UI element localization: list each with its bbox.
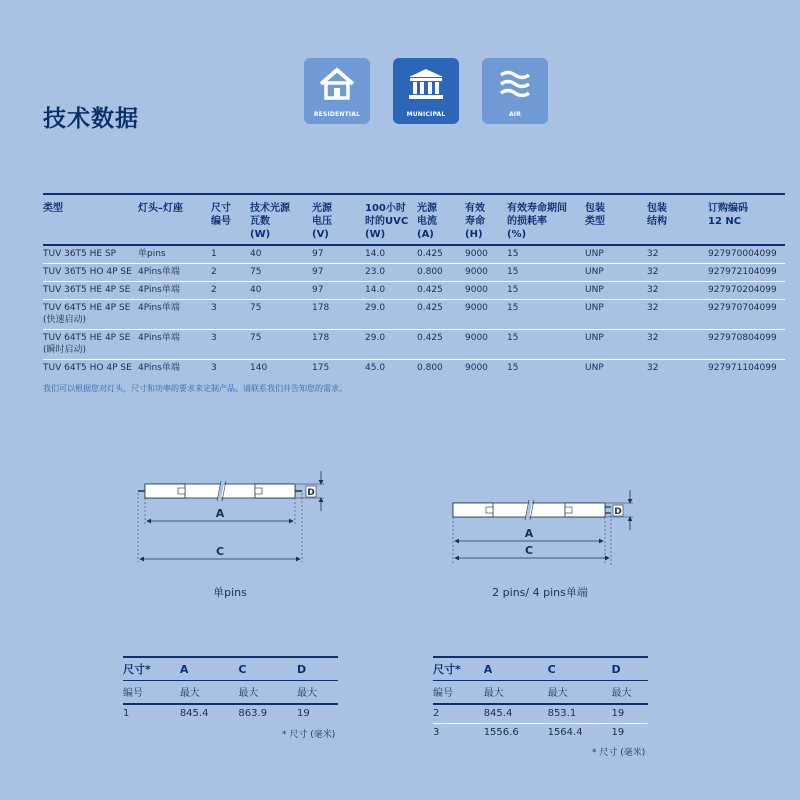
table-cell	[43, 264, 138, 282]
table-cell: 175	[312, 360, 365, 378]
table-cell: 75	[250, 264, 312, 282]
header-line: 12 NC	[708, 216, 742, 227]
header-line: 灯头–灯座	[138, 203, 183, 214]
table-row	[43, 300, 785, 330]
table-cell: 178	[312, 330, 365, 360]
table-cell: 单pins	[138, 245, 211, 264]
dimension-footnote-right: * 尺寸 (毫米)	[592, 748, 646, 758]
table-cell: 927970204099	[708, 282, 785, 300]
table-cell: 15	[507, 245, 585, 264]
table-row	[43, 282, 785, 300]
spec-header-row	[43, 194, 785, 245]
table-cell: 0.425	[417, 300, 465, 330]
table-cell	[43, 360, 138, 378]
cell-line: TUV 64T5 HE 4P SE	[43, 303, 131, 313]
table-cell: 75	[250, 330, 312, 360]
table-cell: UNP	[585, 330, 647, 360]
custom-note: 我们可以根据您对灯头，尺寸和功率的要求来定制产品。请联系我们并告知您的需求。	[43, 384, 347, 393]
dim-subheader: 最大	[611, 681, 648, 705]
table-cell: 14.0	[365, 245, 417, 264]
cell-line: TUV 36T5 HE 4P SE	[43, 285, 131, 295]
dim-d-label: D	[614, 507, 622, 517]
cell-line: (瞬时启动)	[43, 345, 87, 355]
table-cell: 1556.6	[484, 724, 548, 743]
table-cell: 19	[611, 724, 648, 743]
table-cell: 97	[312, 264, 365, 282]
table-cell	[43, 282, 138, 300]
table-cell: UNP	[585, 360, 647, 378]
table-cell: 29.0	[365, 330, 417, 360]
diagram-left-caption: 单pins	[213, 586, 247, 599]
spec-column-header	[211, 194, 250, 245]
spec-column-header	[585, 194, 647, 245]
dim-column-header: D	[297, 662, 307, 676]
table-cell: 3	[433, 724, 484, 743]
dim-column-header: 尺寸*	[123, 663, 151, 676]
header-line: 电流	[417, 216, 437, 227]
table-cell: 845.4	[484, 704, 548, 724]
residential-tile[interactable]	[304, 58, 370, 124]
header-line: 有效	[465, 203, 485, 214]
table-cell: 927970004099	[708, 245, 785, 264]
table-cell: 927971104099	[708, 360, 785, 378]
header-line: 电压	[312, 216, 332, 227]
spec-table	[43, 193, 785, 377]
spec-column-header	[708, 194, 785, 245]
dim-column-header: 尺寸*	[433, 663, 461, 676]
header-line: 寿命	[465, 216, 485, 227]
spec-column-header	[365, 194, 417, 245]
dimension-footnote-left: * 尺寸 (毫米)	[282, 730, 336, 740]
table-cell: 927970804099	[708, 330, 785, 360]
table-cell: UNP	[585, 300, 647, 330]
house-icon	[317, 66, 357, 102]
table-cell	[43, 245, 138, 264]
header-line: 100小时	[365, 203, 406, 214]
tile-label: MUNICIPAL	[406, 111, 446, 118]
cell-line: TUV 64T5 HO 4P SE	[43, 363, 132, 373]
table-cell: 927970704099	[708, 300, 785, 330]
spec-column-header	[647, 194, 708, 245]
table-cell: 2	[211, 282, 250, 300]
table-cell: 0.425	[417, 245, 465, 264]
table-cell: 15	[507, 282, 585, 300]
header-line: (H)	[465, 229, 483, 240]
table-cell: 9000	[465, 264, 507, 282]
table-cell: 19	[297, 704, 338, 723]
table-row	[43, 330, 785, 360]
table-cell	[43, 330, 138, 360]
air-waves-icon	[495, 66, 535, 102]
building-icon	[406, 66, 446, 102]
table-cell: 1564.4	[548, 724, 612, 743]
dimension-table-right	[433, 656, 648, 742]
table-cell: 9000	[465, 360, 507, 378]
header-line: 技术光源	[250, 203, 290, 214]
table-cell: 4Pins单端	[138, 282, 211, 300]
header-line: (W)	[365, 229, 386, 240]
table-cell: UNP	[585, 264, 647, 282]
table-cell: 15	[507, 264, 585, 282]
table-cell: 863.9	[238, 704, 297, 723]
table-cell: 14.0	[365, 282, 417, 300]
table-row	[123, 704, 338, 723]
header-line: 类型	[43, 203, 63, 214]
table-row	[433, 724, 648, 743]
table-cell: 4Pins单端	[138, 360, 211, 378]
tile-label: AIR	[508, 111, 522, 118]
header-line: 时的UVC	[365, 216, 409, 227]
table-cell: 3	[211, 300, 250, 330]
table-cell: 19	[611, 704, 648, 724]
table-cell: 853.1	[548, 704, 612, 724]
header-line: 光源	[312, 203, 332, 214]
dim-subheader: 编号	[123, 681, 180, 705]
table-cell: 0.800	[417, 360, 465, 378]
table-cell: 45.0	[365, 360, 417, 378]
header-line: 结构	[647, 216, 667, 227]
table-cell: 0.425	[417, 330, 465, 360]
dim-subheader: 最大	[484, 681, 548, 705]
spec-column-header	[312, 194, 365, 245]
table-cell: 1	[123, 704, 180, 723]
table-cell: UNP	[585, 245, 647, 264]
table-cell: 40	[250, 282, 312, 300]
header-line: (A)	[417, 229, 434, 240]
spec-column-header	[465, 194, 507, 245]
table-cell: 0.800	[417, 264, 465, 282]
table-cell: 9000	[465, 330, 507, 360]
table-cell: 32	[647, 360, 708, 378]
table-cell: 32	[647, 282, 708, 300]
table-cell: 23.0	[365, 264, 417, 282]
dim-c-label: C	[215, 545, 225, 558]
dim-column-header: C	[238, 662, 247, 676]
header-line: 包装	[647, 203, 667, 214]
table-cell: 32	[647, 300, 708, 330]
air-tile[interactable]	[482, 58, 548, 124]
table-cell: 927972104099	[708, 264, 785, 282]
municipal-tile[interactable]	[393, 58, 459, 124]
table-cell: 32	[647, 245, 708, 264]
table-cell: 32	[647, 264, 708, 282]
table-cell: 40	[250, 245, 312, 264]
spec-column-header	[138, 194, 211, 245]
table-cell: 29.0	[365, 300, 417, 330]
spec-column-header	[417, 194, 465, 245]
cell-line: TUV 36T5 HO 4P SE	[43, 267, 132, 277]
table-cell: 1	[211, 245, 250, 264]
table-cell: 4Pins单端	[138, 330, 211, 360]
dim-column-header: C	[547, 662, 556, 676]
table-cell: 2	[211, 264, 250, 282]
table-cell: 75	[250, 300, 312, 330]
dim-a-label: A	[524, 527, 534, 540]
header-line: 类型	[585, 216, 605, 227]
header-line: (W)	[250, 229, 271, 240]
spec-column-header	[507, 194, 585, 245]
diagram-right-caption: 2 pins/ 4 pins单端	[492, 586, 588, 599]
table-cell: 0.425	[417, 282, 465, 300]
table-cell: 4Pins单端	[138, 300, 211, 330]
tile-label: RESIDENTIAL	[313, 111, 361, 118]
table-cell: 15	[507, 300, 585, 330]
header-line: 光源	[417, 203, 437, 214]
table-cell: 3	[211, 330, 250, 360]
table-cell	[43, 300, 138, 330]
cell-line: (快速启动)	[43, 315, 87, 325]
table-cell: UNP	[585, 282, 647, 300]
dim-subheader: 最大	[297, 681, 338, 705]
table-cell: 15	[507, 330, 585, 360]
spec-column-header	[250, 194, 312, 245]
dim-column-header: A	[483, 662, 493, 676]
table-cell: 97	[312, 245, 365, 264]
table-row	[43, 264, 785, 282]
header-line: 有效寿命期间	[507, 203, 567, 214]
table-row	[43, 360, 785, 378]
table-cell: 3	[211, 360, 250, 378]
table-cell: 15	[507, 360, 585, 378]
table-cell: 2	[433, 704, 484, 724]
table-row	[43, 245, 785, 264]
header-line: 的损耗率	[507, 216, 547, 227]
dim-subheader: 最大	[548, 681, 612, 705]
table-cell: 140	[250, 360, 312, 378]
table-cell: 32	[647, 330, 708, 360]
table-cell: 9000	[465, 282, 507, 300]
dim-column-header: D	[611, 662, 621, 676]
single-end-lamp-diagram	[445, 485, 645, 570]
table-row	[433, 704, 648, 724]
table-cell: 178	[312, 300, 365, 330]
dim-d-label: D	[307, 488, 315, 498]
table-cell: 9000	[465, 300, 507, 330]
header-line: 订购编码	[708, 203, 748, 214]
dim-column-header: A	[179, 662, 189, 676]
cell-line: TUV 36T5 HE SP	[43, 249, 117, 259]
dim-a-label: A	[215, 507, 225, 520]
table-cell: 4Pins单端	[138, 264, 211, 282]
cell-line: TUV 64T5 HE 4P SE	[43, 333, 131, 343]
header-line: 尺寸	[211, 203, 231, 214]
header-line: 包装	[585, 203, 605, 214]
table-cell: 845.4	[180, 704, 239, 723]
dimension-table-left	[123, 656, 338, 723]
single-pin-lamp-diagram	[130, 465, 330, 570]
dim-subheader: 最大	[180, 681, 239, 705]
page-title: 技术数据	[43, 106, 139, 132]
header-line: 瓦数	[250, 216, 270, 227]
dim-subheader: 编号	[433, 681, 484, 705]
dim-subheader: 最大	[238, 681, 297, 705]
dim-c-label: C	[524, 544, 534, 557]
header-line: (%)	[507, 229, 527, 240]
header-line: (V)	[312, 229, 329, 240]
spec-column-header	[43, 194, 138, 245]
header-line: 编号	[211, 216, 231, 227]
table-cell: 9000	[465, 245, 507, 264]
table-cell: 97	[312, 282, 365, 300]
